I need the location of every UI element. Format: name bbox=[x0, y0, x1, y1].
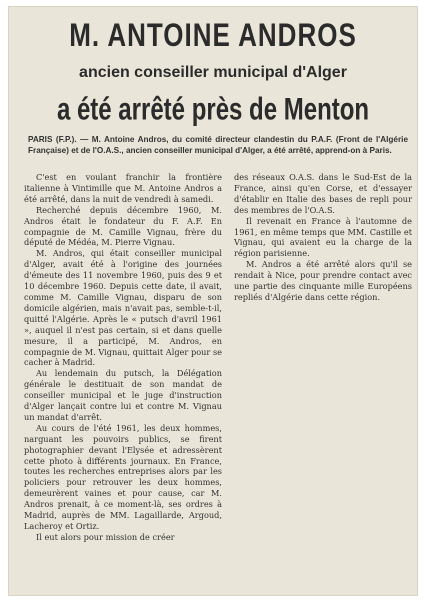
body-paragraph: Recherché depuis décembre 1960, M. Andros était le fondateur du F. A.F. En compagnie de M. Camille Vignau, frère du député de Médéa, M. Pierre Vignau. bbox=[24, 204, 222, 248]
body-paragraph: Au cours de l'été 1961, les deux hommes, narguant les pouvoirs publics, se firent photographier devant l'Elysée et adressèrent cette photo à différents journaux. En France, toutes les recherches entreprises alors par les policiers pour retrouver les deux hommes, demeurèrent vaines et pour cause, car M. Andros prenait, à ce moment-là, ses ordres à Madrid, auprès de MM. Lagaillarde, Argoud, Lacheroy et Ortiz. bbox=[24, 422, 222, 531]
lead-paragraph: PARIS (F.P.). — M. Antoine Andros, du comité directeur clandestin du P.A.F. (Front de l'Algérie Française) et de l'O.A.S., ancien conseiller municipal d'Alger, a été arrêté, apprend-on à Paris. bbox=[28, 135, 408, 155]
headline-main: a été arrêté près de Menton bbox=[56, 92, 370, 128]
body-paragraph: C'est en voulant franchir la frontière italienne à Vintimille que M. Antoine Andros a été arrêté, dans la nuit de vendredi à samedi. bbox=[24, 172, 222, 204]
body-paragraph: Il eut alors pour mission de créer bbox=[36, 531, 175, 542]
newspaper-clipping bbox=[8, 6, 418, 596]
body-paragraph: M. Andros a été arrêté alors qu'il se rendait à Nice, pour prendre contact avec une partie des cinquante mille Européens repliés d'Algérie dans cette région. bbox=[234, 259, 412, 302]
headline-subtitle: ancien conseiller municipal d'Alger bbox=[79, 64, 347, 81]
body-paragraph: Il revenait en France à l'automne de 1961, en même temps que MM. Castille et Vignau, qui avaient eu la charge de la région parisienne. bbox=[234, 215, 412, 259]
headline-name: M. ANTOINE ANDROS bbox=[69, 16, 357, 54]
right-column bbox=[234, 172, 412, 303]
body-paragraph: M. Andros, qui était conseiller municipal d'Alger, avait été à l'origine des journées d'émeute des 11 novembre 1960, puis des 9 et 10 décembre 1960. Depuis cette date, il avait, comme M. Camille Vignau, disparu de son domicile algérien, mais n'avait pas, semble-t-il, quitté l'Algérie. Après le « putsch d'avril 1961 », auquel il n'est pas certain, si et dans quelle mesure, il a participé, M. Andros, en compagnie de M. Vignau, quittait Alger pour se cacher à Madrid. bbox=[24, 248, 222, 368]
left-column bbox=[24, 172, 222, 543]
body-paragraph: des réseaux O.A.S. dans le Sud-Est de la France, ainsi qu'en Corse, et d'essayer d'établir en Italie des bases de repli pour des membres de l'O.A.S. bbox=[234, 172, 412, 215]
body-paragraph: Au lendemain du putsch, la Délégation générale le destituait de son mandat de conseiller municipal et le juge d'instruction d'Alger lançait contre lui et contre M. Vignau un mandat d'arrêt. bbox=[24, 368, 222, 422]
